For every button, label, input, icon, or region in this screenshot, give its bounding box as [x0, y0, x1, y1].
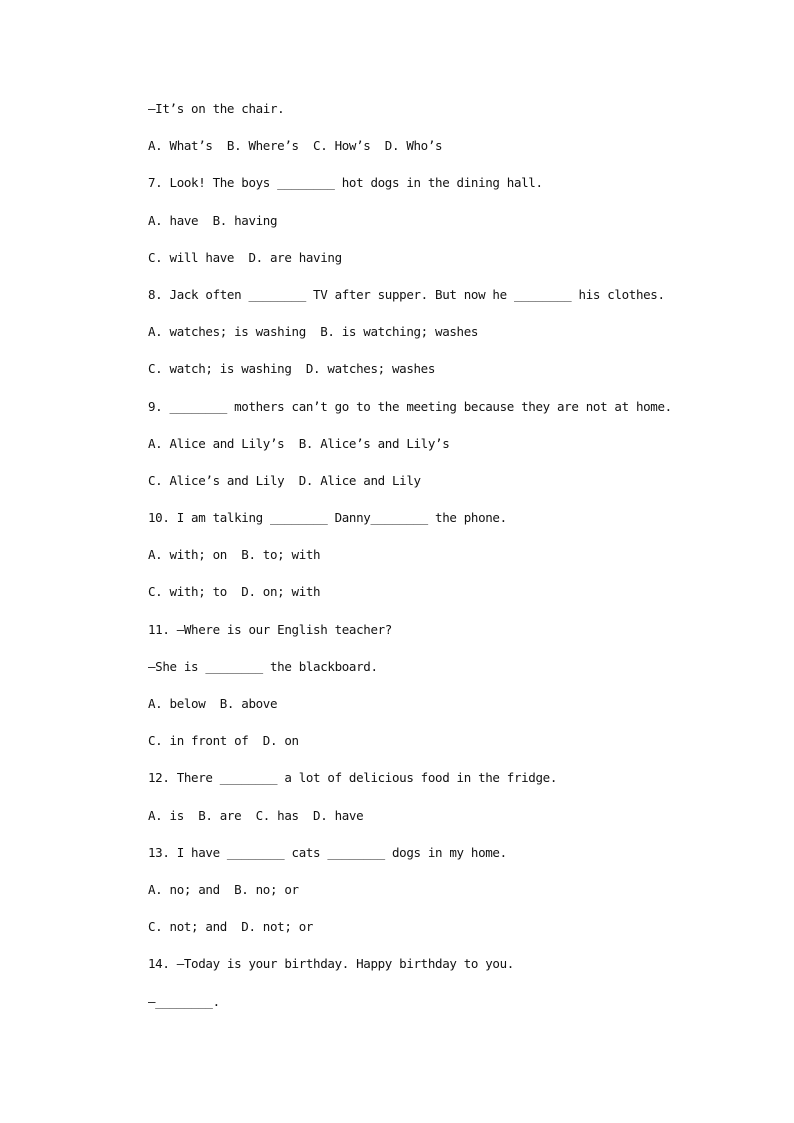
- answer-line: —It’s on the chair.: [148, 101, 285, 116]
- q8-options-ab: A. watches; is washing B. is watching; washes: [148, 324, 479, 340]
- q12-question: 12. There ________ a lot of delicious food in the fridge.: [148, 770, 558, 786]
- q13-options-ab: A. no; and B. no; or: [148, 881, 299, 897]
- q11-options-ab: A. below B. above: [148, 696, 278, 711]
- q9-question: 9. ________ mothers can’t go to the meeting because they are not at home.: [148, 398, 672, 414]
- document-body: [148, 100, 768, 1030]
- q9-options-cd: C. Alice’s and Lily D. Alice and Lily: [148, 472, 421, 488]
- q8-options-cd: C. watch; is washing D. watches; washes: [148, 361, 436, 377]
- q13-options-cd: C. not; and D. not; or: [148, 919, 314, 935]
- q11-reply: —She is ________ the blackboard.: [148, 658, 378, 674]
- q6-options: A. What’s B. Where’s C. How’s D. Who’s: [148, 138, 443, 154]
- q11-question: 11. —Where is our English teacher?: [148, 621, 392, 637]
- q14-question: 14. —Today is your birthday. Happy birthday to you.: [148, 956, 514, 972]
- q13-question: 13. I have ________ cats ________ dogs in my home.: [148, 844, 507, 860]
- q10-options-ab: A. with; on B. to; with: [148, 547, 321, 563]
- q7-options-ab: A. have B. having: [148, 212, 278, 228]
- q10-question: 10. I am talking ________ Danny________ the phone.: [148, 510, 507, 526]
- q8-question: 8. Jack often ________ TV after supper. But now he ________ his clothes.: [148, 286, 665, 302]
- q7-options-cd: C. will have D. are having: [148, 249, 342, 265]
- q9-options-ab: A. Alice and Lily’s B. Alice’s and Lily’s: [148, 435, 450, 451]
- q10-options-cd: C. with; to D. on; with: [148, 584, 321, 600]
- q11-options-cd: C. in front of D. on: [148, 733, 299, 749]
- q14-reply: —________.: [148, 993, 220, 1009]
- q12-options: A. is B. are C. has D. have: [148, 807, 364, 823]
- q7-question: 7. Look! The boys ________ hot dogs in the dining hall.: [148, 175, 543, 191]
